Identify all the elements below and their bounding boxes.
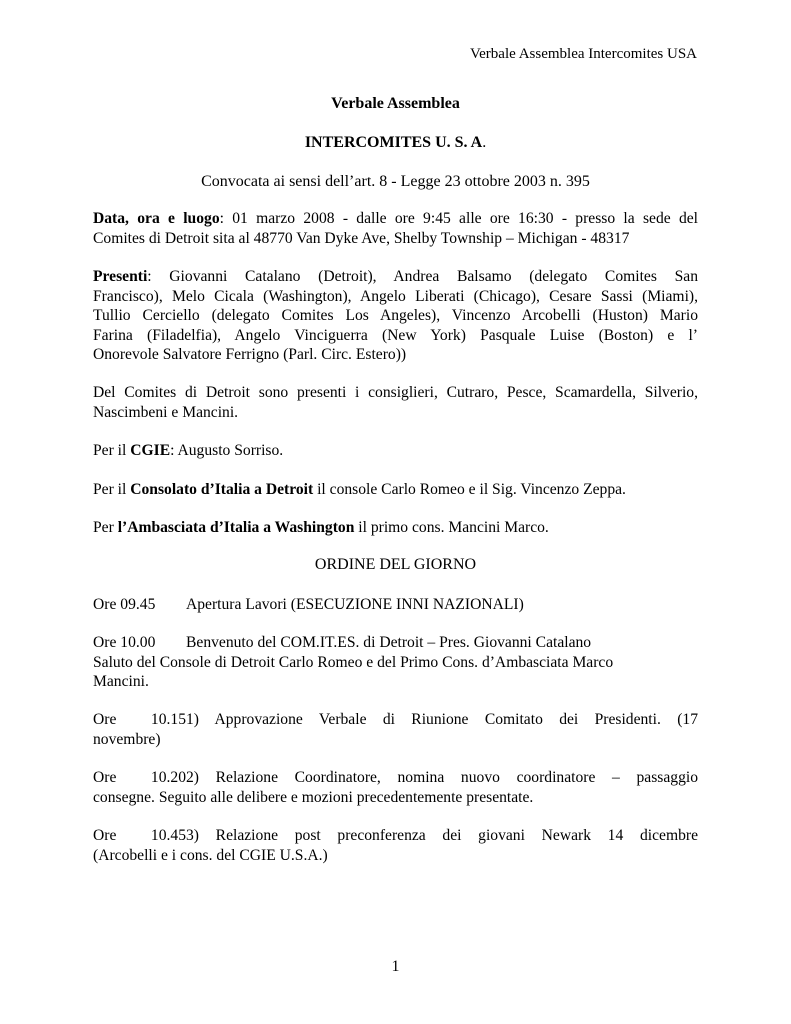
consolato-post: il console Carlo Romeo e il Sig. Vincenzo Zeppa. — [313, 481, 626, 498]
presenti-label: Presenti — [93, 268, 148, 285]
agenda-continuation: Mancini. — [93, 673, 149, 690]
data-line-1 — [93, 209, 698, 229]
document-subtitle — [93, 134, 698, 152]
consolato-bold: Consolato d’Italia a Detroit — [130, 481, 314, 498]
data-text-1: : 01 marzo 2008 - dalle ore 9:45 alle ore 16:30 - presso la sede del — [219, 210, 698, 227]
cgie-line — [93, 441, 698, 461]
running-header: Verbale Assemblea Intercomites USA — [469, 46, 697, 62]
data-paragraph — [93, 209, 698, 248]
consolato-line — [93, 480, 698, 500]
agenda-item-1020 — [93, 768, 698, 807]
agenda-time: Ore 10.45 — [93, 827, 186, 844]
subtitle-main: INTERCOMITES U. S. A — [304, 134, 483, 151]
agenda-continuation: Saluto del Console di Detroit Carlo Romeo e del Primo Cons. d’Ambasciata Marco — [93, 653, 614, 671]
agenda-time: Ore 10.20 — [93, 769, 186, 786]
agenda-text: 3) Relazione post preconferenza dei giovani Newark 14 dicembre — [186, 827, 698, 844]
agenda-line — [93, 710, 698, 730]
data-line-2: Comites di Detroit sita al 48770 Van Dyke Ave, Shelby Township – Michigan - 48317 — [93, 229, 630, 247]
ambasciata-bold: l’Ambasciata d’Italia a Washington — [117, 519, 355, 536]
agenda-line — [93, 826, 698, 846]
subtitle-dot: . — [482, 134, 487, 151]
ambasciata-line — [93, 518, 698, 538]
agenda-line — [93, 768, 698, 788]
presenti-text-1: : Giovanni Catalano (Detroit), Andrea Balsamo (delegato Comites San — [147, 268, 698, 285]
cgie-pre: Per il — [93, 442, 131, 459]
agenda-text: Apertura Lavori (ESECUZIONE INNI NAZIONALI) — [186, 596, 524, 613]
presenti-line-2: Francisco), Melo Cicala (Washington), Angelo Liberati (Chicago), Cesare Sassi (Miami), — [93, 287, 698, 305]
agenda-continuation: consegne. Seguito alle delibere e mozioni precedentemente presentate. — [93, 788, 534, 806]
data-label: Data, ora e luogo — [93, 210, 220, 227]
agenda-text: Benvenuto del COM.IT.ES. di Detroit – Pres. Giovanni Catalano — [186, 634, 592, 651]
agenda-item-1000 — [93, 633, 698, 692]
presenti-paragraph — [93, 267, 698, 365]
agenda-continuation: (Arcobelli e i cons. del CGIE U.S.A.) — [93, 846, 328, 864]
comites-line-2: Nascimbeni e Mancini. — [93, 403, 239, 421]
agenda-time: Ore 10.00 — [93, 634, 156, 651]
ambasciata-post: il primo cons. Mancini Marco. — [354, 519, 549, 536]
presenti-line-5: Onorevole Salvatore Ferrigno (Parl. Circ. Estero)) — [93, 346, 407, 363]
agenda-item-0945 — [93, 595, 698, 615]
agenda-time: Ore 10.15 — [93, 711, 186, 728]
convocation-line: Convocata ai sensi dell’art. 8 - Legge 23 ottobre 2003 n. 395 — [201, 173, 590, 190]
agenda-line — [93, 595, 698, 615]
agenda-text: 1) Approvazione Verbale di Riunione Comitato dei Presidenti. (17 — [186, 711, 698, 728]
comites-line-1: Del Comites di Detroit sono presenti i consiglieri, Cutraro, Pesce, Scamardella, Silverio, — [93, 384, 698, 401]
agenda-title: ORDINE DEL GIORNO — [314, 556, 477, 573]
comites-paragraph — [93, 383, 698, 422]
agenda-item-1045 — [93, 826, 698, 865]
page-number: 1 — [391, 958, 400, 975]
cgie-bold: CGIE — [130, 442, 171, 459]
presenti-line-1 — [93, 267, 698, 287]
agenda-continuation: novembre) — [93, 730, 161, 748]
agenda-time: Ore 09.45 — [93, 596, 156, 613]
agenda-line — [93, 633, 698, 653]
consolato-pre: Per il — [93, 481, 131, 498]
agenda-item-1015 — [93, 710, 698, 749]
presenti-line-4: Farina (Filadelfia), Angelo Vinciguerra (New York) Pasquale Luise (Boston) e l’ — [93, 326, 698, 344]
cgie-post: : Augusto Sorriso. — [170, 442, 284, 459]
agenda-text: 2) Relazione Coordinatore, nomina nuovo coordinatore – passaggio — [186, 769, 698, 786]
presenti-line-3: Tullio Cerciello (delegato Comites Los Angeles), Vincenzo Arcobelli (Huston) Mario — [93, 307, 698, 324]
document-title: Verbale Assemblea — [331, 95, 460, 112]
ambasciata-pre: Per — [93, 519, 118, 536]
